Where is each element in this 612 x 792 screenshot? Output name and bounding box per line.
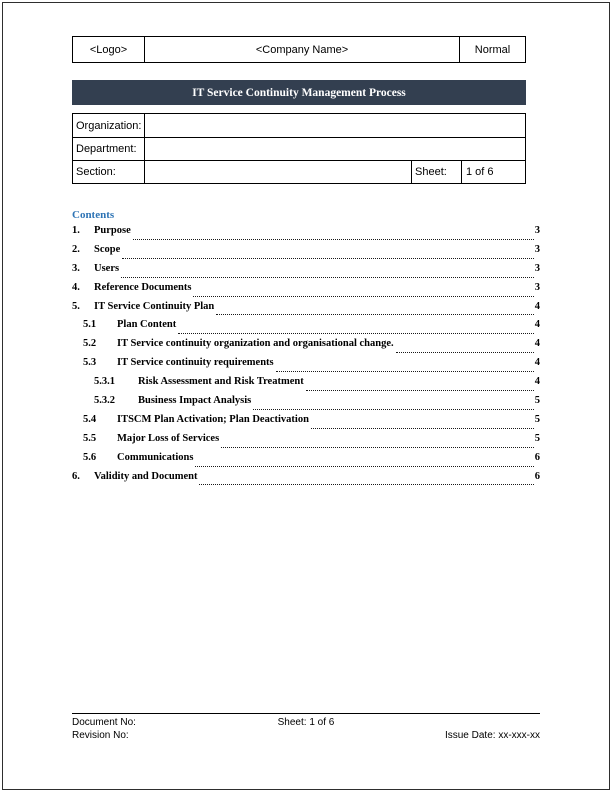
toc-entry-page-number: 4: [534, 357, 540, 369]
classification-cell: [460, 37, 525, 62]
toc-entry-number: 5.2: [83, 338, 97, 350]
toc-leader-dots: [306, 390, 534, 391]
company-name-text: <Company Name>: [255, 43, 349, 56]
toc-entry[interactable]: [72, 452, 540, 471]
toc-entry-number: 5.: [72, 300, 80, 312]
sheet-value: 1 of 6: [461, 161, 525, 183]
footer-row-2: [72, 729, 540, 742]
toc-entry[interactable]: [72, 395, 540, 414]
toc-entry-label: ITSCM Plan Activation; Plan Deactivation: [117, 413, 309, 425]
toc-entry[interactable]: [72, 338, 540, 357]
toc-entry-page-number: 4: [534, 338, 540, 350]
company-name-cell: [145, 37, 460, 62]
toc-entry[interactable]: [72, 319, 540, 338]
department-label: Department:: [73, 138, 145, 160]
toc-entry-label: Risk Assessment and Risk Treatment: [138, 376, 304, 388]
toc-entry-page-number: 6: [534, 451, 540, 463]
toc-entry-page-number: 3: [534, 243, 540, 255]
section-row: [73, 160, 525, 183]
toc-entry-label: Validity and Document: [94, 470, 198, 482]
toc-entry-label: Purpose: [94, 225, 131, 236]
toc-entry-label: Major Loss of Services: [117, 432, 220, 444]
issue-date-text: Issue Date: xx-xxx-xx: [444, 730, 540, 741]
toc-entry[interactable]: [72, 263, 540, 282]
toc-entry-number: 5.3: [83, 357, 97, 369]
toc-leader-dots: [178, 333, 534, 334]
toc-entry[interactable]: [72, 282, 540, 301]
header-table: [72, 36, 526, 63]
document-no-label: Document No:: [72, 717, 136, 728]
toc-entry-label: Users: [94, 262, 120, 274]
organization-value-field[interactable]: [145, 114, 525, 137]
toc-entry-page-number: 5: [534, 413, 540, 425]
toc-entry-number: 5.3.2: [94, 395, 115, 407]
toc-leader-dots: [396, 352, 534, 353]
toc-entry-number: 4.: [72, 281, 80, 293]
toc-leader-dots: [253, 409, 534, 410]
toc-entry[interactable]: [72, 225, 540, 244]
toc-entry-page-number: 5: [534, 395, 540, 407]
organization-row: [73, 114, 525, 137]
toc-entry[interactable]: [72, 301, 540, 320]
toc-entry[interactable]: [72, 433, 540, 452]
toc-entry-number: 5.1: [83, 319, 97, 331]
department-value-field[interactable]: [145, 138, 525, 160]
toc-entry-label: Communications: [117, 451, 194, 463]
toc-entry-number: 5.3.1: [94, 376, 115, 388]
classification-text: Normal: [474, 43, 511, 56]
toc-entry-page-number: 3: [534, 262, 540, 274]
toc-leader-dots: [193, 296, 533, 297]
toc-entry-number: 5.6: [83, 451, 97, 463]
footer-row-1: [72, 716, 540, 729]
footer-spacer-2: [228, 729, 384, 742]
toc-leader-dots: [199, 484, 533, 485]
section-value-field[interactable]: [145, 161, 411, 183]
toc-entry-page-number: 5: [534, 432, 540, 444]
toc-entry-number: 1.: [72, 225, 80, 236]
department-row: [73, 137, 525, 160]
toc-leader-dots: [221, 447, 534, 448]
toc-entry-number: 6.: [72, 470, 80, 482]
toc-leader-dots: [121, 277, 534, 278]
organization-label: Organization:: [73, 114, 145, 137]
toc-leader-dots: [276, 371, 534, 372]
toc-entry-page-number: 4: [534, 300, 540, 312]
toc-leader-dots: [311, 428, 534, 429]
contents-heading: Contents: [72, 209, 115, 221]
toc-leader-dots: [195, 466, 533, 467]
document-info-table: [72, 113, 526, 184]
toc-entry-label: IT Service continuity requirements: [117, 357, 274, 369]
toc-entry-label: Business Impact Analysis: [138, 395, 252, 407]
logo-placeholder: [73, 37, 145, 62]
footer-spacer: [384, 716, 540, 729]
toc-list: [72, 225, 540, 489]
toc-entry[interactable]: [72, 471, 540, 490]
logo-text: <Logo>: [89, 43, 128, 56]
toc-leader-dots: [133, 239, 534, 240]
document-title: IT Service Continuity Management Process: [192, 86, 406, 99]
revision-no-label: Revision No:: [72, 730, 129, 741]
toc-entry-label: Plan Content: [117, 319, 177, 331]
toc-entry[interactable]: [72, 244, 540, 263]
footer-sheet-text: Sheet: 1 of 6: [277, 717, 335, 728]
sheet-label: Sheet:: [411, 161, 461, 183]
toc-entry-label: Scope: [94, 243, 121, 255]
toc-entry-label: IT Service continuity organization and organisational change.: [117, 338, 394, 350]
toc-entry[interactable]: [72, 357, 540, 376]
page-footer: [72, 713, 540, 742]
toc-entry-page-number: 4: [534, 319, 540, 331]
toc-entry-label: IT Service Continuity Plan: [94, 300, 215, 312]
toc-entry-number: 5.4: [83, 413, 97, 425]
toc-entry[interactable]: [72, 376, 540, 395]
document-title-banner: [72, 80, 526, 105]
toc-leader-dots: [122, 258, 534, 259]
toc-entry-page-number: 3: [534, 225, 540, 236]
toc-entry-page-number: 4: [534, 376, 540, 388]
toc-leader-dots: [216, 314, 533, 315]
toc-entry-number: 5.5: [83, 432, 97, 444]
toc-entry-page-number: 3: [534, 281, 540, 293]
toc-entry[interactable]: [72, 414, 540, 433]
toc-entry-number: 2.: [72, 243, 80, 255]
toc-entry-page-number: 6: [534, 470, 540, 482]
toc-entry-label: Reference Documents: [94, 281, 192, 293]
toc-entry-number: 3.: [72, 262, 80, 274]
section-label: Section:: [73, 161, 145, 183]
